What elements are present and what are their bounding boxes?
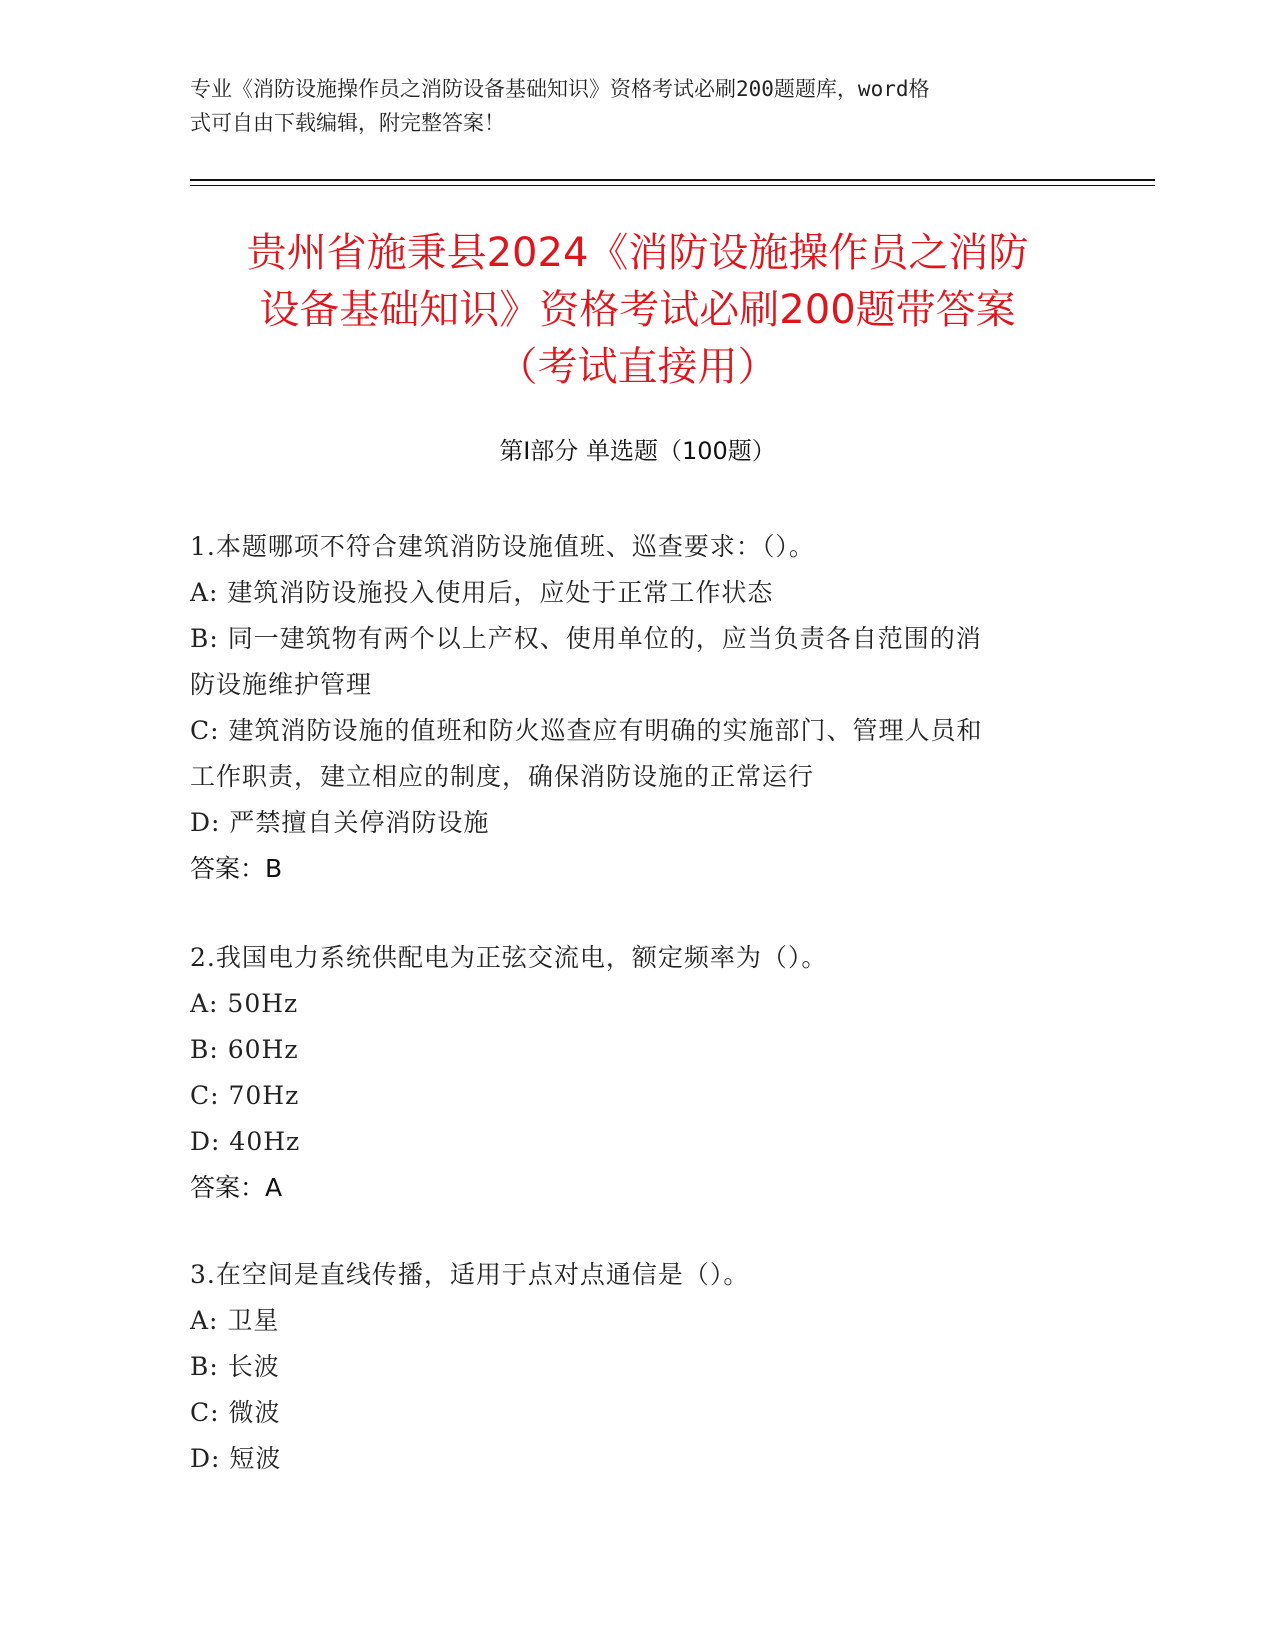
question-stem: 2.我国电力系统供配电为正弦交流电，额定频率为（）。 <box>190 943 828 972</box>
option-a: A: 卫星 <box>190 1306 280 1335</box>
option-c: C: 建筑消防设施的值班和防火巡查应有明确的实施部门、管理人员和 <box>190 716 983 745</box>
option-a: A: 建筑消防设施投入使用后，应处于正常工作状态 <box>190 578 774 607</box>
header-note-line: 式可自由下载编辑，附完整答案！ <box>190 111 505 135</box>
header-divider-thin <box>190 185 1155 186</box>
document-title-line: 贵州省施秉县2024《消防设施操作员之消防 <box>246 230 1029 276</box>
header-note-line: 专业《消防设施操作员之消防设备基础知识》资格考试必刷200题题库，word格 <box>190 77 930 101</box>
option-a: A: 50Hz <box>190 989 299 1018</box>
option-d: D: 短波 <box>190 1444 282 1473</box>
answer: 答案：A <box>190 1173 283 1202</box>
option-c-continued: 工作职责，建立相应的制度，确保消防设施的正常运行 <box>190 762 815 791</box>
option-b: B: 长波 <box>190 1352 280 1381</box>
header-divider-thick <box>190 179 1155 181</box>
question-1 <box>190 524 1080 892</box>
question-stem: 1.本题哪项不符合建筑消防设施值班、巡查要求：（）。 <box>190 532 815 561</box>
option-d: D: 40Hz <box>190 1127 301 1156</box>
option-c: C: 微波 <box>190 1398 281 1427</box>
header-note <box>190 72 1070 140</box>
question-2 <box>190 935 1080 1211</box>
option-b: B: 同一建筑物有两个以上产权、使用单位的，应当负责各自范围的消 <box>190 624 982 653</box>
question-stem: 3.在空间是直线传播，适用于点对点通信是（）。 <box>190 1260 750 1289</box>
document-title-line: （考试直接用） <box>497 344 778 390</box>
answer: 答案：B <box>190 854 283 883</box>
option-d: D: 严禁擅自关停消防设施 <box>190 808 490 837</box>
document-title <box>185 225 1090 396</box>
question-3 <box>190 1252 1080 1482</box>
section-heading: 第I部分 单选题（100题） <box>499 437 776 465</box>
option-b: B: 60Hz <box>190 1035 299 1064</box>
option-c: C: 70Hz <box>190 1081 300 1110</box>
option-b-continued: 防设施维护管理 <box>190 670 373 699</box>
document-title-line: 设备基础知识》资格考试必刷200题带答案 <box>259 287 1016 333</box>
